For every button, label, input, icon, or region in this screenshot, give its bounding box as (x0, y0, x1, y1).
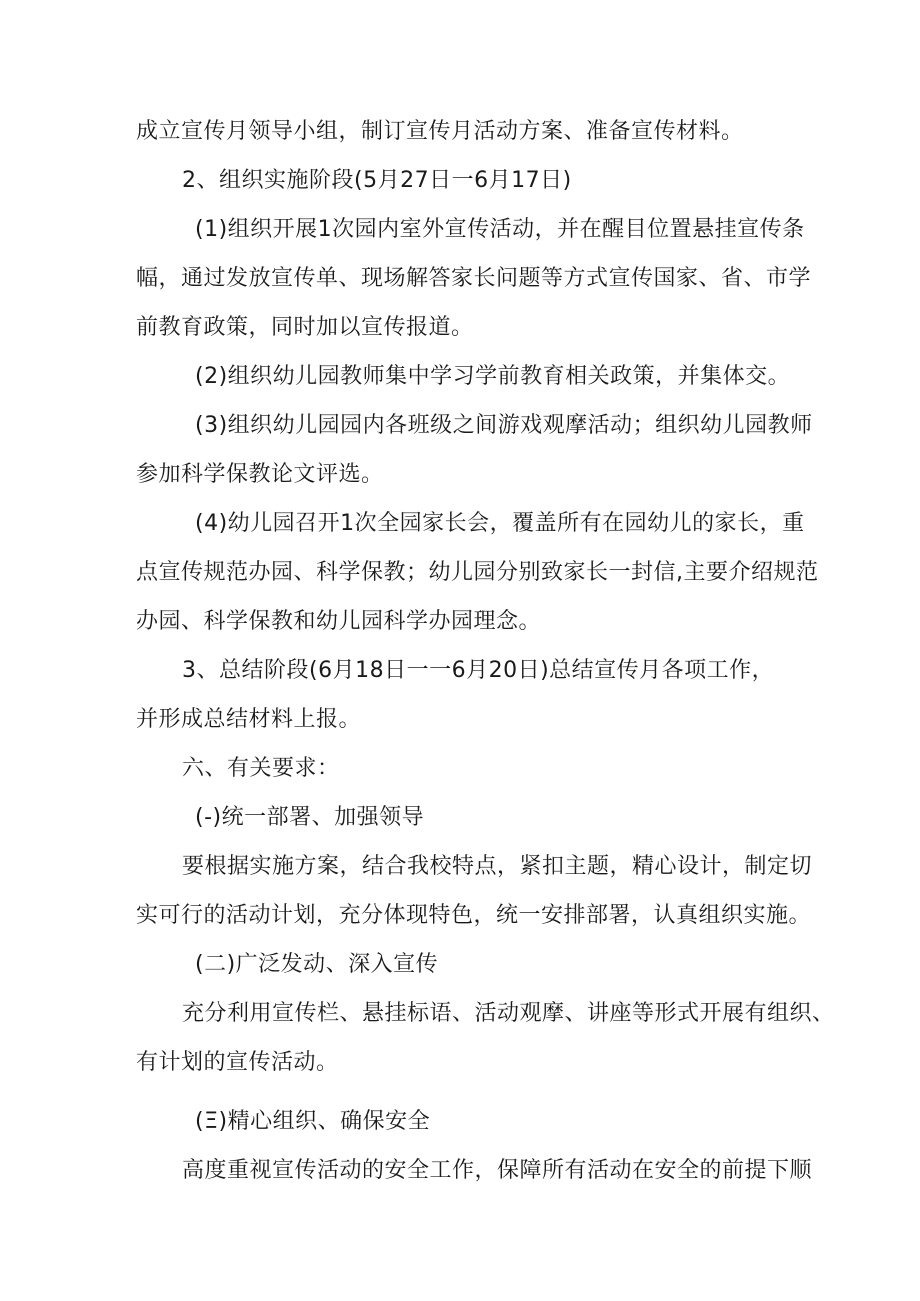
text-line-5: 前教育政策，同时加以宣传报道。 (136, 315, 474, 340)
text-line-9: (4)幼儿园召开1次全园家长会，覆盖所有在园幼儿的家长，重 (195, 511, 805, 536)
text-line-4: 幅，通过发放宣传单、现场解答家长问题等方式宣传国家、省、市学 (136, 266, 812, 291)
text-line-6: (2)组织幼儿园教师集中学习学前教育相关政策，并集体交。 (195, 364, 791, 389)
text-line-10: 点宣传规范办园、科学保教；幼儿园分别致家长一封信,主要介绍规范 (136, 560, 819, 585)
text-line-1: 成立宣传月领导小组，制订宣传月活动方案、准备宣传材料。 (136, 119, 744, 144)
text-line-11: 办园、科学保教和幼儿园科学办园理念。 (136, 609, 542, 634)
text-line-19: 充分利用宣传栏、悬挂标语、活动观摩、讲座等形式开展有组织、 (182, 1001, 835, 1026)
text-line-14: 六、有关要求： (182, 756, 340, 781)
text-line-21: (Ξ)精心组织、确保安全 (195, 1109, 431, 1134)
text-line-22: 高度重视宣传活动的安全工作，保障所有活动在安全的前提下顺 (182, 1158, 813, 1183)
text-line-15: (-)统一部署、加强领导 (195, 805, 425, 830)
text-line-8: 参加科学保教论文评选。 (136, 462, 384, 487)
text-line-12: 3、总结阶段(6月18日一一6月20日)总结宣传月各项工作， (182, 658, 775, 683)
text-line-16: 要根据实施方案，结合我校特点，紧扣主题，精心设计，制定切 (182, 854, 813, 879)
text-line-17: 实可行的活动计划，充分体现特色，统一安排部署，认真组织实施。 (136, 903, 812, 928)
text-line-20: 有计划的宣传活动。 (136, 1050, 339, 1075)
text-line-3: (1)组织开展1次园内室外宣传活动，并在醒目位置悬挂宣传条 (195, 217, 805, 242)
text-line-13: 并形成总结材料上报。 (136, 707, 362, 732)
text-line-7: (3)组织幼儿园园内各班级之间游戏观摩活动；组织幼儿园教师 (195, 413, 813, 438)
text-line-18: (二)广泛发动、深入宣传 (195, 952, 439, 977)
text-line-2: 2、组织实施阶段(5月27日一6月17日) (182, 168, 572, 193)
